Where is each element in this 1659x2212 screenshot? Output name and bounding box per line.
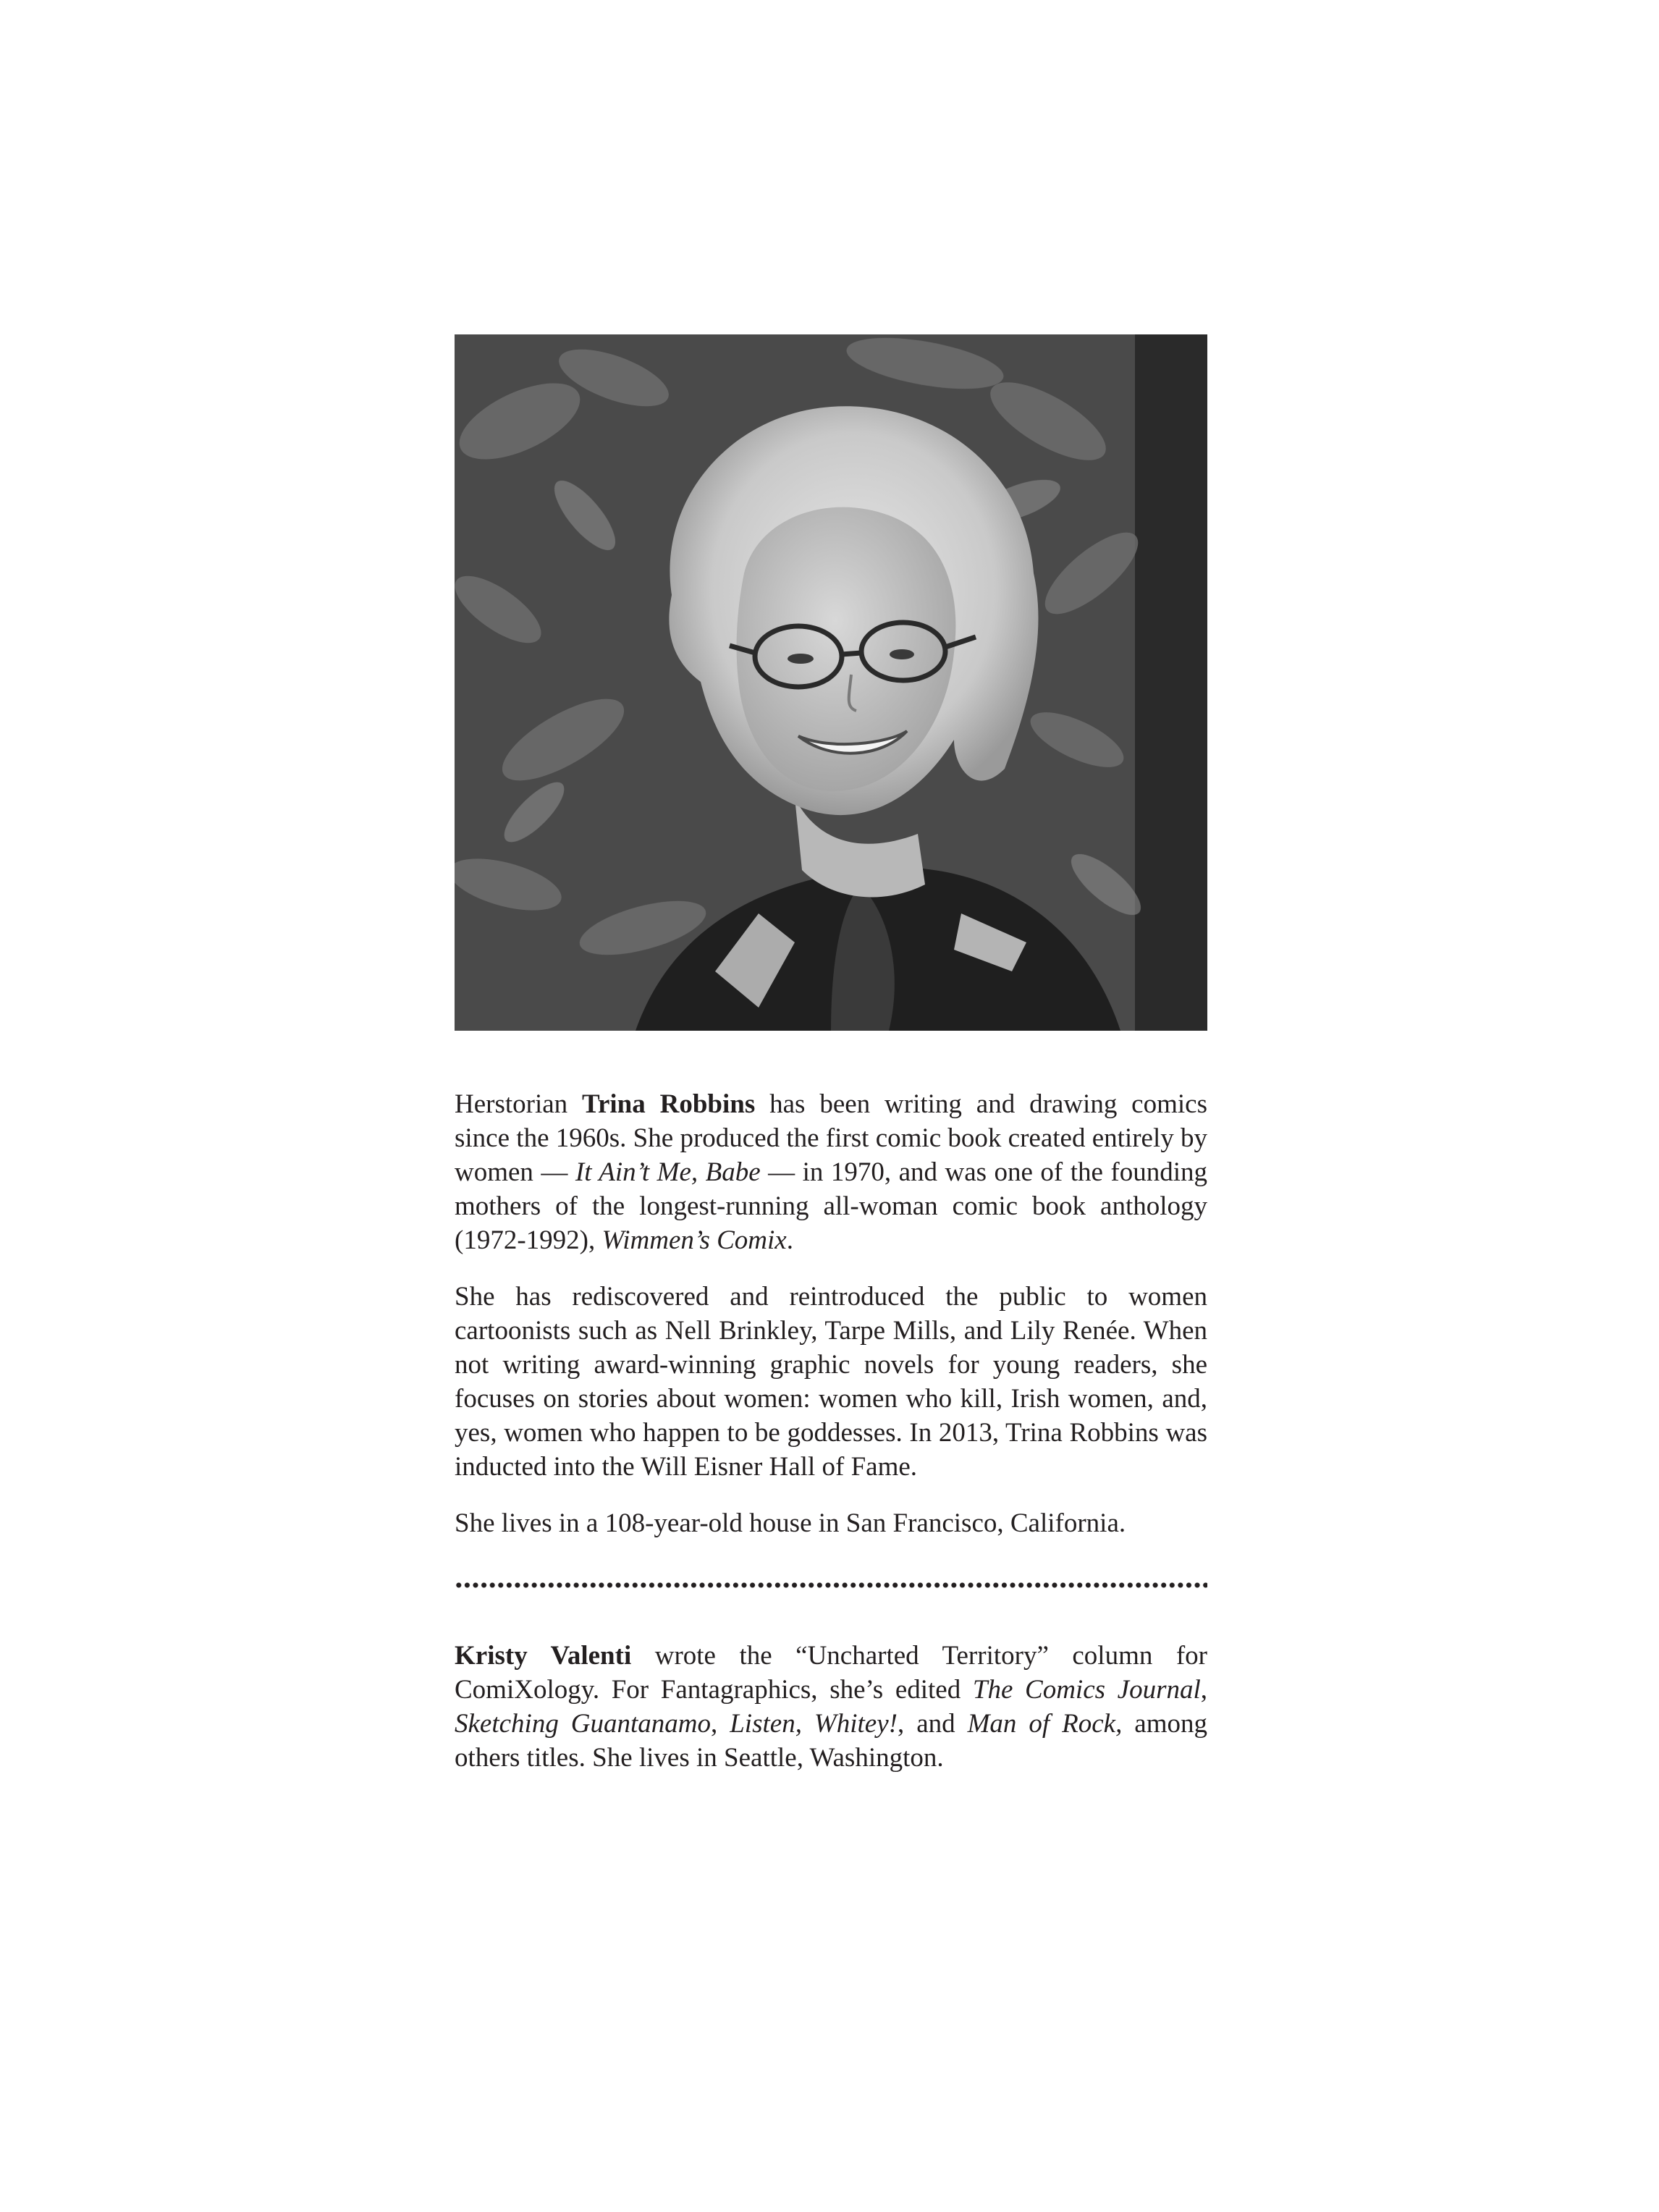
author-photo — [455, 334, 1207, 1031]
dotted-divider — [455, 1581, 1207, 1590]
trina-bio-paragraph-2: She has rediscovered and reintroduced the public to women cartoonists such as Nell Brinkley, Tarpe Mills, and Lily Renée. When not writing award-winning graphic novels for young readers, she focuses on stories about women: women who kill, Irish women, and, yes, women who happen to be goddesses. In 2013, Trina Robbins was inducted into the Will Eisner Hall of Fame. — [455, 1282, 1207, 1482]
book-title: Listen, Whitey! — [730, 1709, 898, 1739]
bio-text: among others titles. She lives in Seattle, Washington. — [455, 1709, 1207, 1773]
bio-text: — in 1970, and was one of the founding mothers of the longest-running all-woman comic book anthology (1972-1992), — [455, 1157, 1207, 1255]
bio-text: . — [786, 1225, 793, 1255]
bio-text: wrote the “Uncharted Territory” column for ComiXology. For Fantagraphics, she’s edited — [455, 1641, 1207, 1705]
book-title: Wimmen’s Comix — [601, 1225, 787, 1255]
book-title: Sketching Guantanamo — [455, 1709, 712, 1739]
trina-bio-paragraph-1 — [455, 1087, 1207, 1257]
author-photo-image — [455, 334, 1207, 1031]
author-name-trina: Trina Robbins — [582, 1089, 756, 1119]
bio-text: , — [1200, 1675, 1207, 1705]
bio-text: has been writing and drawing comics since the 1960s. She produced the first comic book created entirely by women — — [455, 1089, 1207, 1187]
bio-text: , and — [897, 1709, 968, 1739]
bio-text: Herstorian — [455, 1089, 583, 1119]
book-title: Man of Rock, — [967, 1709, 1123, 1739]
bio-text: , — [711, 1709, 730, 1739]
author-name-kristy: Kristy Valenti — [455, 1641, 632, 1671]
trina-bio-paragraph-3: She lives in a 108-year-old house in San Francisco, California. — [455, 1508, 1126, 1538]
kristy-bio-paragraph — [455, 1639, 1207, 1775]
book-title: The Comics Journal — [972, 1675, 1201, 1705]
book-title: It Ain’t Me, Babe — [575, 1157, 761, 1187]
